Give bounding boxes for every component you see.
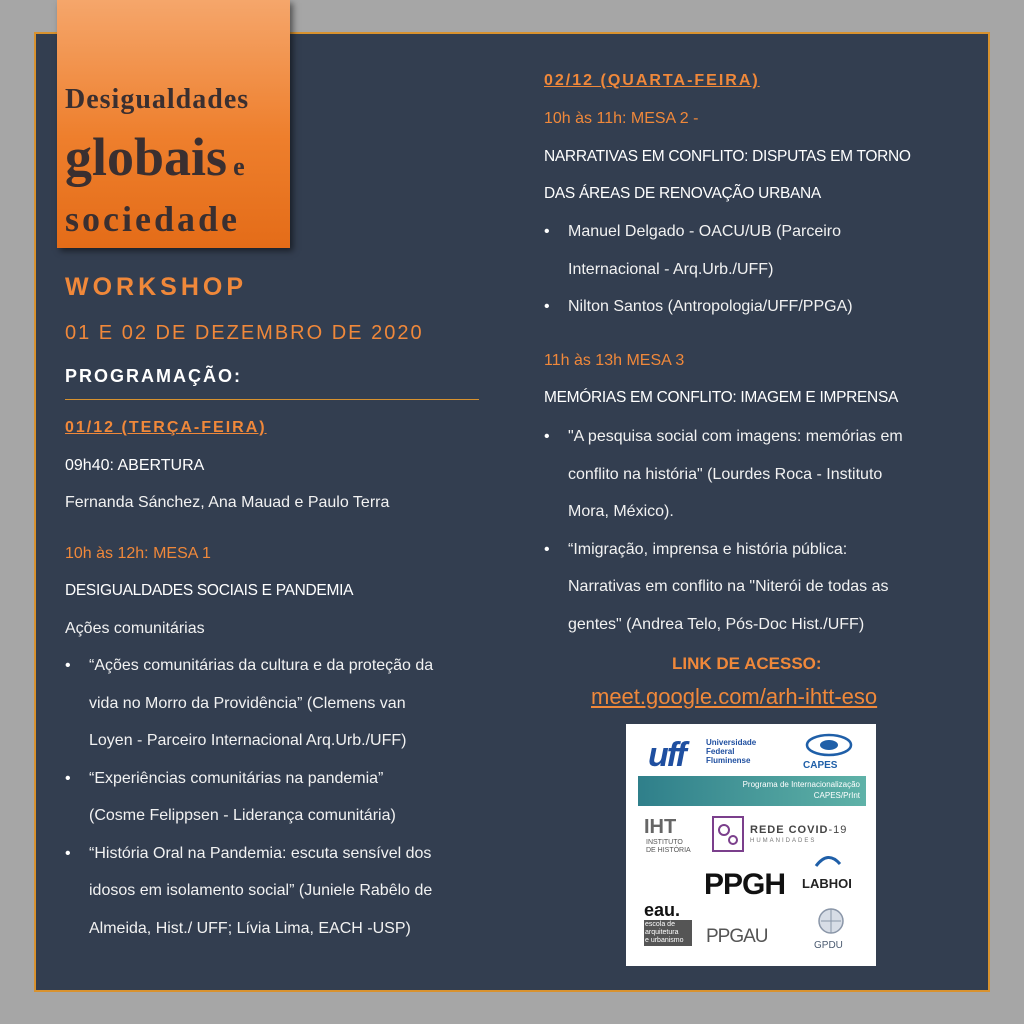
title-line1: Desigualdades (65, 84, 250, 115)
day2-heading: 02/12 (QUARTA-FEIRA) (544, 72, 760, 89)
rede-covid-logo: REDE COVID-19 (750, 824, 848, 836)
gpdu-logo: GPDU (814, 940, 843, 951)
day1-opening-names: Fernanda Sánchez, Ana Mauad e Paulo Terra (65, 494, 390, 511)
list-item: • “Imigração, imprensa e história pública: Narrativas em conflito na "Niterói de todas as gentes" (Andrea Telo, Pós-Doc Hist./UFF) (544, 531, 903, 644)
iht-logo: IHT (644, 816, 677, 838)
labhoi-icon (814, 852, 842, 872)
eau-name: escola de arquitetura e urbanismo (644, 920, 692, 946)
gpdu-icon (816, 906, 846, 936)
list-item: • Nilton Santos (Antropologia/UFF/PPGA) (544, 288, 853, 326)
title-line2 (65, 127, 245, 187)
uff-name: Universidade Federal Fluminense (706, 738, 757, 765)
title-box (57, 0, 290, 248)
meeting-link[interactable]: meet.google.com/arh-ihtt-eso (591, 684, 878, 709)
day1-mesa-subtitle: Ações comunitárias (65, 620, 205, 637)
day2-mesa2-title-l1: NARRATIVAS EM CONFLITO: DISPUTAS EM TORNO (544, 148, 911, 165)
ppgh-logo: PPGH (704, 868, 786, 901)
capes-logo: CAPES (803, 760, 838, 771)
rede-covid-icon (712, 816, 744, 852)
day2-mesa3-time: 11h às 13h MESA 3 (544, 352, 685, 369)
print-band: Programa de Internacionalização CAPES/PrInt (638, 776, 866, 806)
uff-logo: uff (648, 736, 685, 774)
rede-covid-sub: HUMANIDADES (750, 838, 817, 844)
capes-icon (804, 732, 854, 758)
eau-logo: eau. (644, 900, 681, 920)
list-item: • “Experiências comunitárias na pandemia” (Cosme Felippsen - Liderança comunitária) (65, 760, 433, 835)
list-item: • “Ações comunitárias da cultura e da proteção da vida no Morro da Providência” (Clemens van Loyen - Parceiro Internacional Arq.Urb./UFF) (65, 647, 433, 760)
title-globais: globais (65, 127, 228, 187)
day2-mesa3-title: MEMÓRIAS EM CONFLITO: IMAGEM E IMPRENSA (544, 389, 899, 406)
link-label: LINK DE ACESSO: (672, 654, 822, 673)
list-item: • Manuel Delgado - OACU/UB (Parceiro Internacional - Arq.Urb./UFF) (544, 213, 853, 288)
workshop-dates: 01 E 02 DE DEZEMBRO DE 2020 (65, 322, 424, 344)
day1-opening: 09h40: ABERTURA (65, 457, 205, 474)
programacao-label: PROGRAMAÇÃO: (65, 366, 242, 386)
iht-name: INSTITUTO DE HISTÓRIA (646, 839, 691, 854)
divider (65, 399, 479, 400)
ppgau-logo: PPGAU (706, 926, 768, 947)
labhoi-logo: LABHOI (802, 876, 852, 891)
day1-mesa-title: DESIGUALDADES SOCIAIS E PANDEMIA (65, 582, 354, 599)
day1-heading: 01/12 (TERÇA-FEIRA) (65, 419, 267, 436)
workshop-label: WORKSHOP (65, 273, 247, 301)
day1-list (65, 647, 433, 947)
mesa2-list (544, 213, 853, 326)
day2-mesa2-title-l2: DAS ÁREAS DE RENOVAÇÃO URBANA (544, 185, 821, 202)
day2-mesa2-time: 10h às 11h: MESA 2 - (544, 110, 699, 127)
title-e: e (233, 152, 245, 181)
list-item: • “História Oral na Pandemia: escuta sensível dos idosos em isolamento social” (Juniele Rabêlo de Almeida, Hist./ UFF; Lívia Lima, EACH -USP) (65, 835, 433, 948)
mesa3-list (544, 418, 903, 643)
partner-logos (626, 724, 876, 966)
title-line3: sociedade (65, 199, 240, 239)
day1-mesa-time: 10h às 12h: MESA 1 (65, 545, 211, 562)
list-item: • "A pesquisa social com imagens: memórias em conflito na história" (Lourdes Roca - Instituto Mora, México). (544, 418, 903, 531)
